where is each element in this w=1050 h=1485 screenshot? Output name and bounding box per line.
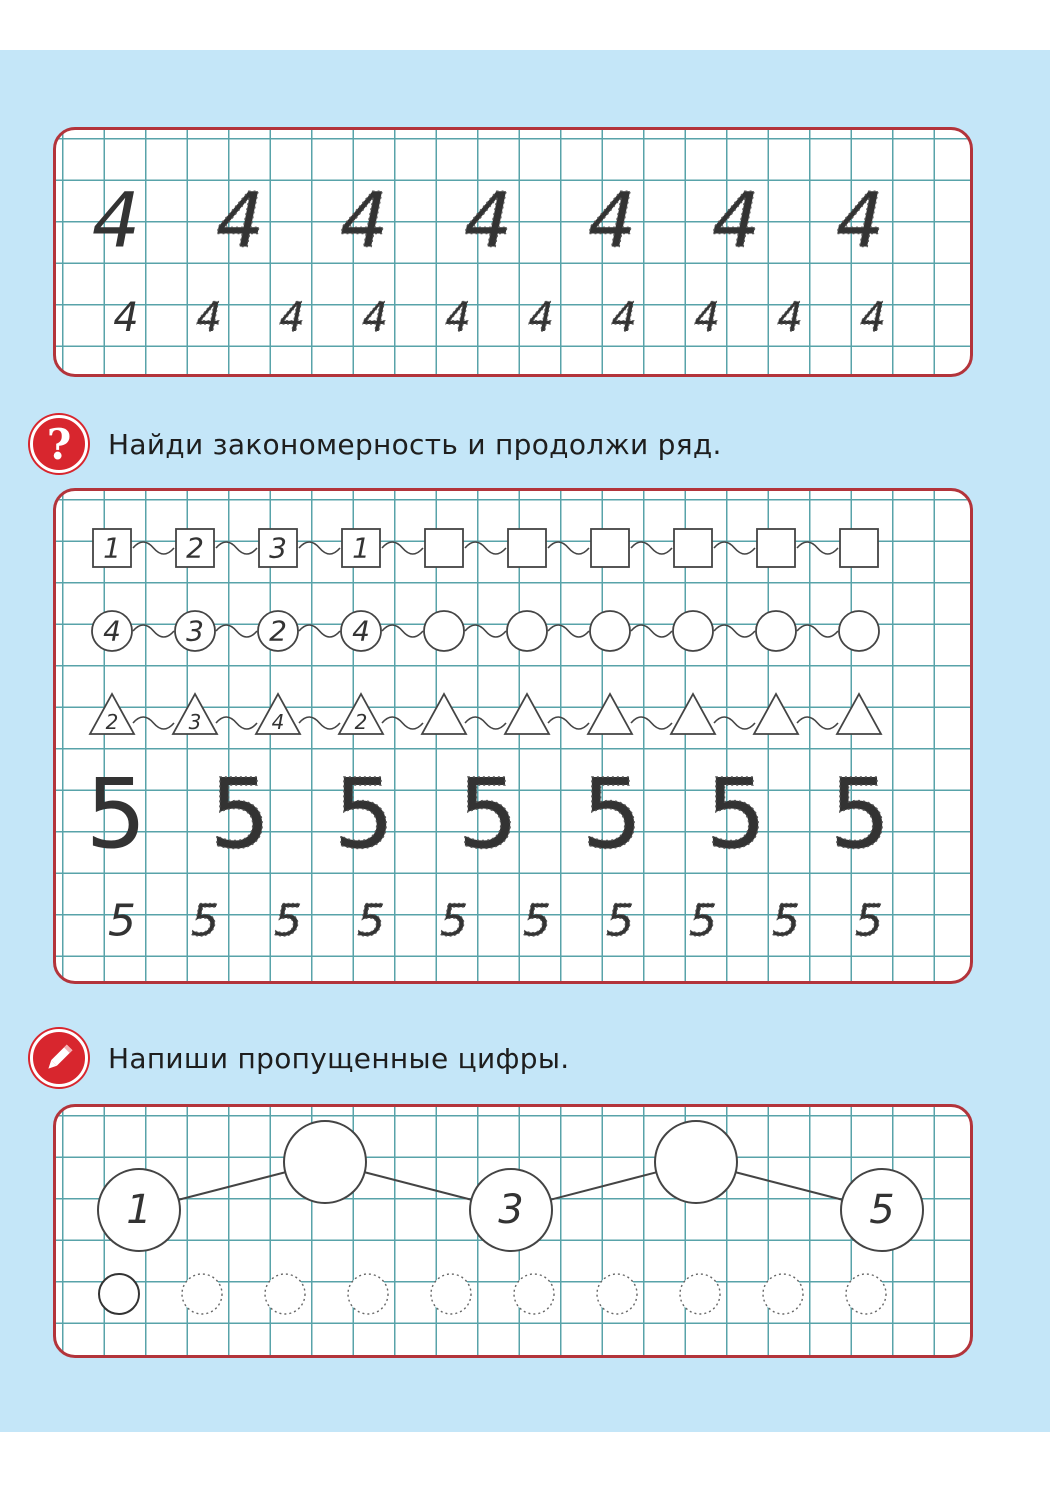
pattern-connector	[631, 625, 672, 637]
sample-digit-5-large: 5	[85, 758, 147, 870]
pattern-square	[757, 529, 795, 567]
pattern-triangle	[754, 694, 798, 734]
trace-small-circle	[431, 1274, 471, 1314]
pattern-square	[674, 529, 712, 567]
pattern-panel	[53, 488, 973, 984]
trace-digit-5-large: 5	[333, 758, 395, 870]
pattern-connector	[133, 717, 174, 729]
pattern-value: 2	[186, 531, 204, 565]
pattern-value: 4	[271, 710, 285, 734]
pattern-connector	[382, 542, 423, 554]
pattern-value: 4	[103, 614, 121, 648]
trace-digit-5-small: 5	[274, 895, 302, 947]
trace-small-circle	[597, 1274, 637, 1314]
trace-small-circle	[680, 1274, 720, 1314]
pattern-circle	[507, 611, 547, 651]
trace-small-circle	[265, 1274, 305, 1314]
trace-small-circle	[763, 1274, 803, 1314]
trace-digit-5-large: 5	[457, 758, 519, 870]
pattern-connector	[216, 717, 257, 729]
pattern-connector	[797, 542, 838, 554]
pattern-connector	[714, 542, 755, 554]
trace-digit-4-large: 4	[339, 175, 389, 265]
trace-small-circle	[348, 1274, 388, 1314]
pattern-instruction	[30, 414, 722, 474]
pencil-icon	[30, 1029, 88, 1087]
pattern-connector	[548, 625, 589, 637]
trace-digit-4-small: 4	[611, 295, 637, 341]
pattern-value: 2	[269, 614, 287, 648]
missing-digits-drawing	[56, 1107, 973, 1358]
pattern-connector	[133, 625, 174, 637]
pattern-connector	[631, 717, 672, 729]
pattern-connector	[797, 625, 838, 637]
pattern-value: 3	[186, 614, 204, 648]
missing-digits-instruction	[30, 1028, 569, 1088]
sequence-value: 1	[126, 1187, 152, 1233]
pattern-triangle	[837, 694, 881, 734]
trace-4-drawing	[56, 130, 973, 377]
pattern-value: 3	[188, 710, 202, 734]
pattern-circle	[839, 611, 879, 651]
pattern-connector	[216, 542, 257, 554]
trace-digit-5-small: 5	[772, 895, 800, 947]
trace-digit-4-large: 4	[587, 175, 637, 265]
pattern-value: 1	[103, 531, 121, 565]
trace-small-circle	[514, 1274, 554, 1314]
pattern-value: 3	[269, 531, 287, 565]
pattern-connector	[382, 717, 423, 729]
pattern-square	[425, 529, 463, 567]
pattern-value: 4	[352, 614, 370, 648]
trace-4-panel	[53, 127, 973, 377]
trace-digit-4-small: 4	[445, 295, 471, 341]
pattern-triangle	[505, 694, 549, 734]
pattern-connector	[299, 717, 340, 729]
trace-digit-5-large: 5	[209, 758, 271, 870]
pattern-connector	[299, 625, 340, 637]
sequence-connector	[365, 1172, 472, 1200]
sequence-connector	[736, 1172, 843, 1200]
pattern-value: 2	[354, 710, 368, 734]
sequence-connector	[179, 1172, 286, 1200]
sample-small-circle	[99, 1274, 139, 1314]
pattern-connector	[216, 625, 257, 637]
trace-digit-5-small: 5	[689, 895, 717, 947]
trace-digit-5-small: 5	[606, 895, 634, 947]
trace-digit-4-small: 4	[694, 295, 720, 341]
pattern-circle	[756, 611, 796, 651]
pattern-connector	[631, 542, 672, 554]
pattern-connector	[465, 625, 506, 637]
trace-digit-4-small: 4	[777, 295, 803, 341]
sequence-value: 3	[498, 1187, 524, 1233]
trace-digit-4-small: 4	[528, 295, 554, 341]
pattern-instruction-text: Найди закономерность и продолжи ряд.	[108, 427, 722, 461]
trace-digit-4-small: 4	[860, 295, 886, 341]
trace-digit-5-large: 5	[705, 758, 767, 870]
pattern-square	[591, 529, 629, 567]
pattern-value: 1	[352, 531, 370, 565]
trace-digit-4-small: 4	[362, 295, 388, 341]
question-mark-icon: ?	[30, 415, 88, 473]
pattern-connector	[299, 542, 340, 554]
trace-digit-4-large: 4	[835, 175, 885, 265]
pattern-connector	[548, 542, 589, 554]
sequence-connector	[551, 1172, 657, 1199]
pattern-circle	[673, 611, 713, 651]
pattern-connector	[714, 717, 755, 729]
sample-digit-5-small: 5	[108, 895, 136, 947]
pattern-connector	[714, 625, 755, 637]
pattern-square	[508, 529, 546, 567]
missing-digits-panel	[53, 1104, 973, 1358]
trace-digit-5-large: 5	[581, 758, 643, 870]
pattern-circle	[590, 611, 630, 651]
sequence-circle-empty	[284, 1121, 366, 1203]
sequence-value: 5	[869, 1187, 895, 1233]
pattern-connector	[382, 625, 423, 637]
trace-digit-4-large: 4	[711, 175, 761, 265]
sample-digit-4-large: 4	[91, 175, 141, 265]
pattern-value: 2	[105, 710, 119, 734]
trace-digit-4-large: 4	[215, 175, 265, 265]
trace-digit-5-small: 5	[440, 895, 468, 947]
pattern-circle	[424, 611, 464, 651]
pattern-connector	[465, 717, 506, 729]
trace-digit-4-small: 4	[196, 295, 222, 341]
trace-digit-5-small: 5	[357, 895, 385, 947]
trace-digit-5-small: 5	[523, 895, 551, 947]
trace-digit-5-small: 5	[855, 895, 883, 947]
pattern-connector	[797, 717, 838, 729]
pattern-triangle	[422, 694, 466, 734]
trace-digit-5-small: 5	[191, 895, 219, 947]
pattern-connector	[133, 542, 174, 554]
sample-digit-4-small: 4	[113, 295, 139, 341]
trace-digit-5-large: 5	[829, 758, 891, 870]
missing-digits-instruction-text: Напиши пропущенные цифры.	[108, 1041, 570, 1075]
pattern-drawing	[56, 491, 973, 984]
pattern-connector	[548, 717, 589, 729]
pattern-square	[840, 529, 878, 567]
pattern-connector	[465, 542, 506, 554]
trace-digit-4-small: 4	[279, 295, 305, 341]
pattern-triangle	[671, 694, 715, 734]
trace-small-circle	[182, 1274, 222, 1314]
sequence-circle-empty	[655, 1121, 737, 1203]
trace-digit-4-large: 4	[463, 175, 513, 265]
trace-small-circle	[846, 1274, 886, 1314]
pattern-triangle	[588, 694, 632, 734]
